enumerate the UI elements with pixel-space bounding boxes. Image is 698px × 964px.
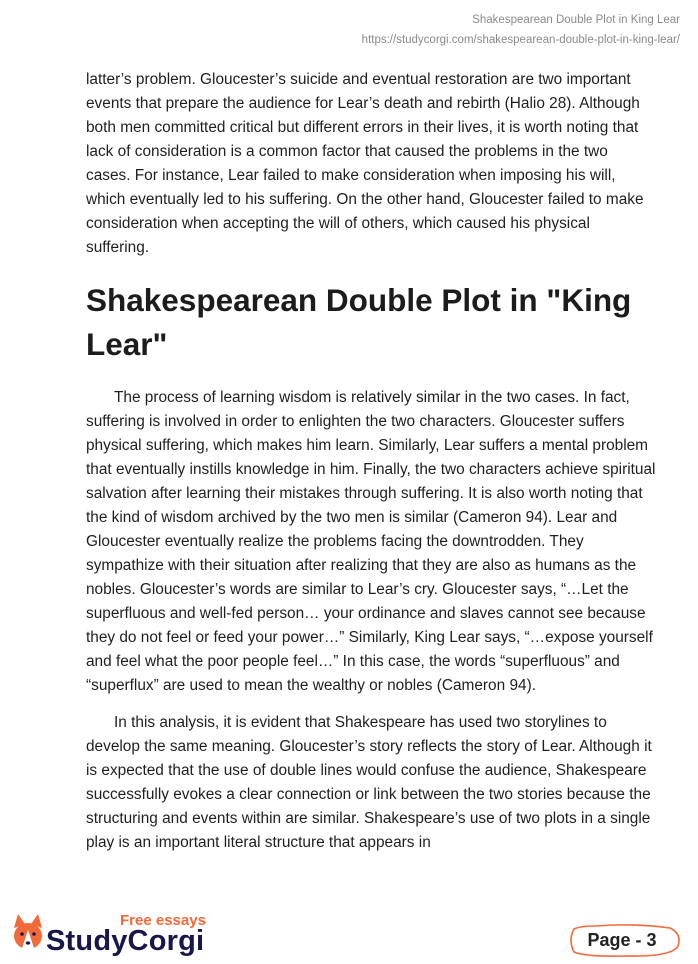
document-title: Shakespearean Double Plot in King Lear	[472, 14, 680, 26]
corgi-logo-icon	[8, 908, 48, 960]
free-essays-tagline: Free essays	[120, 912, 206, 929]
page-header	[362, 10, 680, 50]
page-number: Page - 3	[587, 930, 657, 950]
essay-body	[86, 68, 656, 855]
paragraph-3: In this analysis, it is evident that Shakespeare has used two storylines to develop the same meaning. Gloucester’s story reflects the story of Lear. Although it is expected that the use of double lines would confuse the audience, Shakespeare successfully evokes a clear connection or link between the two stories because the structuring and events within are similar. Shakespeare’s use of two plots in a single play is an important literal structure that appears in	[86, 714, 652, 851]
studycorgi-brand[interactable]: StudyCorgi	[46, 925, 205, 957]
document-url[interactable]: https://studycorgi.com/shakespearean-double-plot-in-king-lear/	[361, 34, 680, 46]
section-heading: Shakespearean Double Plot in "King Lear"	[86, 282, 632, 362]
paragraph-2: The process of learning wisdom is relatively similar in the two cases. In fact, suffering is involved in order to enlighten the two characters. Gloucester suffers physical suffering, which makes him learn. Similarly, Lear suffers a mental problem that eventually instills knowledge in him. Finally, the two characters achieve spiritual salvation after learning their mistakes through suffering. It is also worth noting that the kind of wisdom archived by the two men is similar (Cameron 94). Lear and Gloucester eventually realize the problems facing the downtrodden. They sympathize with their situation after realizing that they are also as humans as the nobles. Gloucester’s words are similar to Lear’s cry. Gloucester says, “…Let the superfluous and well-fed person… your ordinance and slaves cannot see because they do not feel or feed your power…” Similarly, King Lear says, “…expose yourself and feel what the poor people feel…” In this case, the words “superfluous” and “superflux” are used to mean the wealthy or nobles (Cameron 94).	[86, 389, 656, 694]
paragraph-1: latter’s problem. Gloucester’s suicide and eventual restoration are two important events that prepare the audience for Lear’s death and rebirth (Halio 28). Although both men committed critical but different errors in their lives, it is worth noting that lack of consideration is a common factor that caused the problems in the two cases. For instance, Lear failed to make consideration when imposing his will, which eventually led to his suffering. On the other hand, Gloucester failed to make consideration when accepting the will of others, which caused his physical suffering.	[86, 71, 644, 256]
